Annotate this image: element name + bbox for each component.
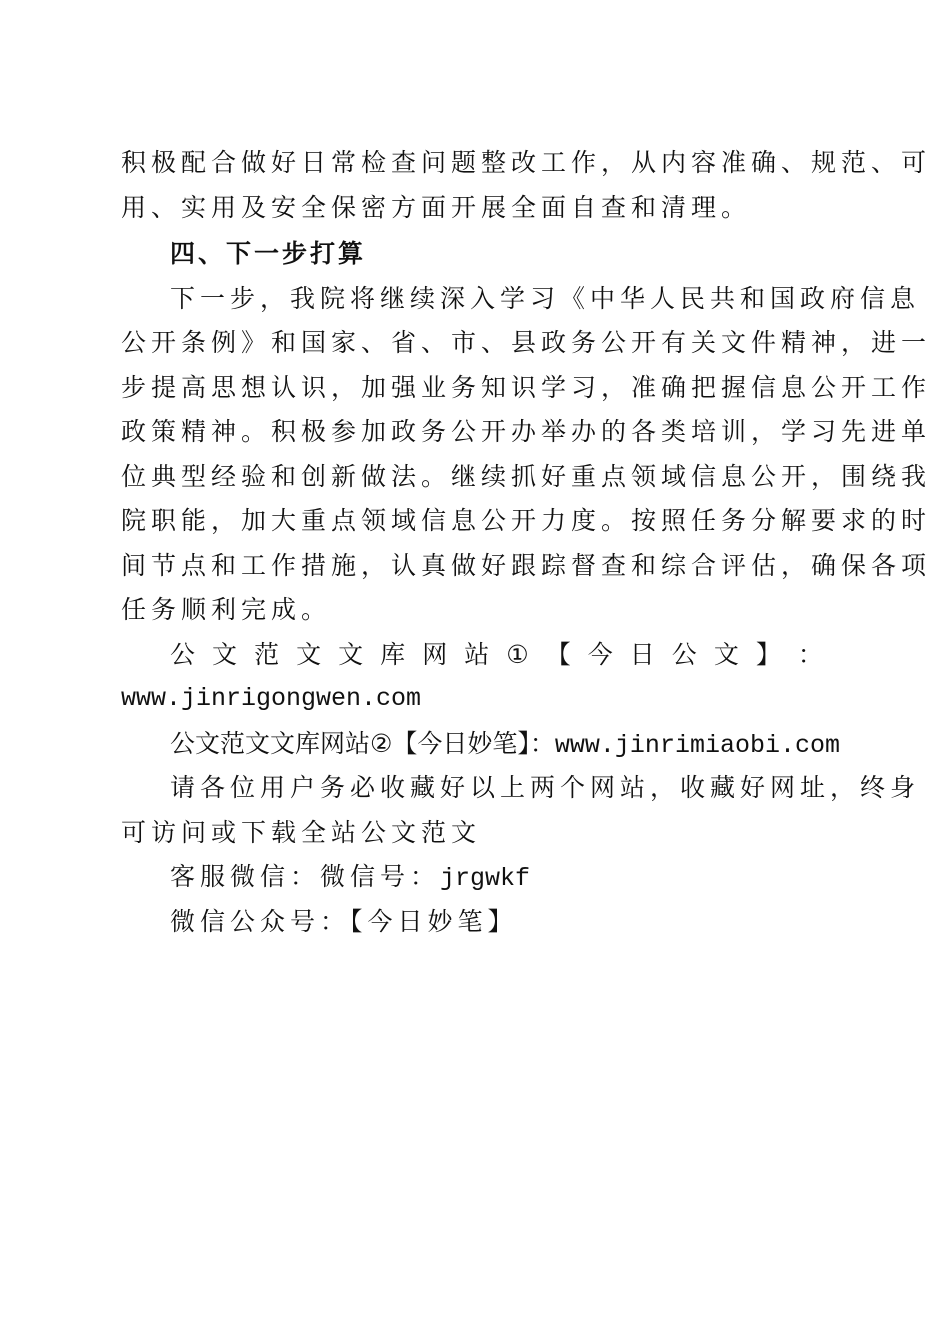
paragraph-line: 院职能，加大重点领域信息公开力度。按照任务分解要求的时 [121,506,932,535]
site-two-label: 公文范文文库网站②【今日妙笔】： [170,729,555,758]
section-heading: 四、下一步打算 [170,239,367,268]
paragraph-line: 间节点和工作措施，认真做好跟踪督查和综合评估，确保各项 [121,551,932,580]
site-one-url[interactable]: www.jinrigongwen.com [121,684,422,713]
site-one-char: 日 [629,640,655,669]
paragraph-line: 政策精神。积极参加政务公开办举办的各类培训，学习先进单 [121,417,932,446]
paragraph-line: 位典型经验和创新做法。继续抓好重点领域信息公开，围绕我 [121,462,932,491]
site-one-char: 【 [545,640,571,669]
paragraph-line: 积极配合做好日常检查问题整改工作，从内容准确、规范、可 [121,148,932,177]
paragraph-line: 公开条例》和国家、省、市、县政务公开有关文件精神，进一 [121,328,932,357]
site-one-char: 文 [296,640,322,669]
site-one-char: 今 [587,640,613,669]
site-one-char: 】 [755,640,781,669]
notice-line: 请各位用户务必收藏好以上两个网站，收藏好网址，终身 [170,773,921,802]
site-one-char: 文 [713,640,739,669]
paragraph-line: 任务顺利完成。 [121,595,332,624]
site-two-url[interactable]: www.jinrimiaobi.com [554,731,840,760]
site-one-char: 公 [170,640,196,669]
notice-line: 可访问或下载全站公文范文 [121,818,482,847]
site-one-char: ① [506,640,529,669]
wechat-service-id: jrgwkf [440,864,531,893]
site-one-char: 网 [422,640,448,669]
site-two-line [170,729,840,761]
site-one-char: 站 [464,640,490,669]
site-one-char: 库 [380,640,406,669]
wechat-official-account: 微信公众号：【今日妙笔】 [170,907,518,936]
wechat-service-label: 客服微信：微信号： [170,862,441,891]
paragraph-line: 步提高思想认识，加强业务知识学习，准确把握信息公开工作 [121,373,932,402]
wechat-service-line [170,862,823,894]
site-one-char: ： [797,640,823,669]
site-one-char: 范 [254,640,280,669]
site-one-char: 公 [671,640,697,669]
paragraph-line: 用、实用及安全保密方面开展全面自查和清理。 [121,193,752,222]
paragraph-line: 下一步，我院将继续深入学习《中华人民共和国政府信息 [170,284,921,313]
site-one-char: 文 [212,640,238,669]
site-one-char: 文 [338,640,364,669]
site-one-label [170,640,823,670]
